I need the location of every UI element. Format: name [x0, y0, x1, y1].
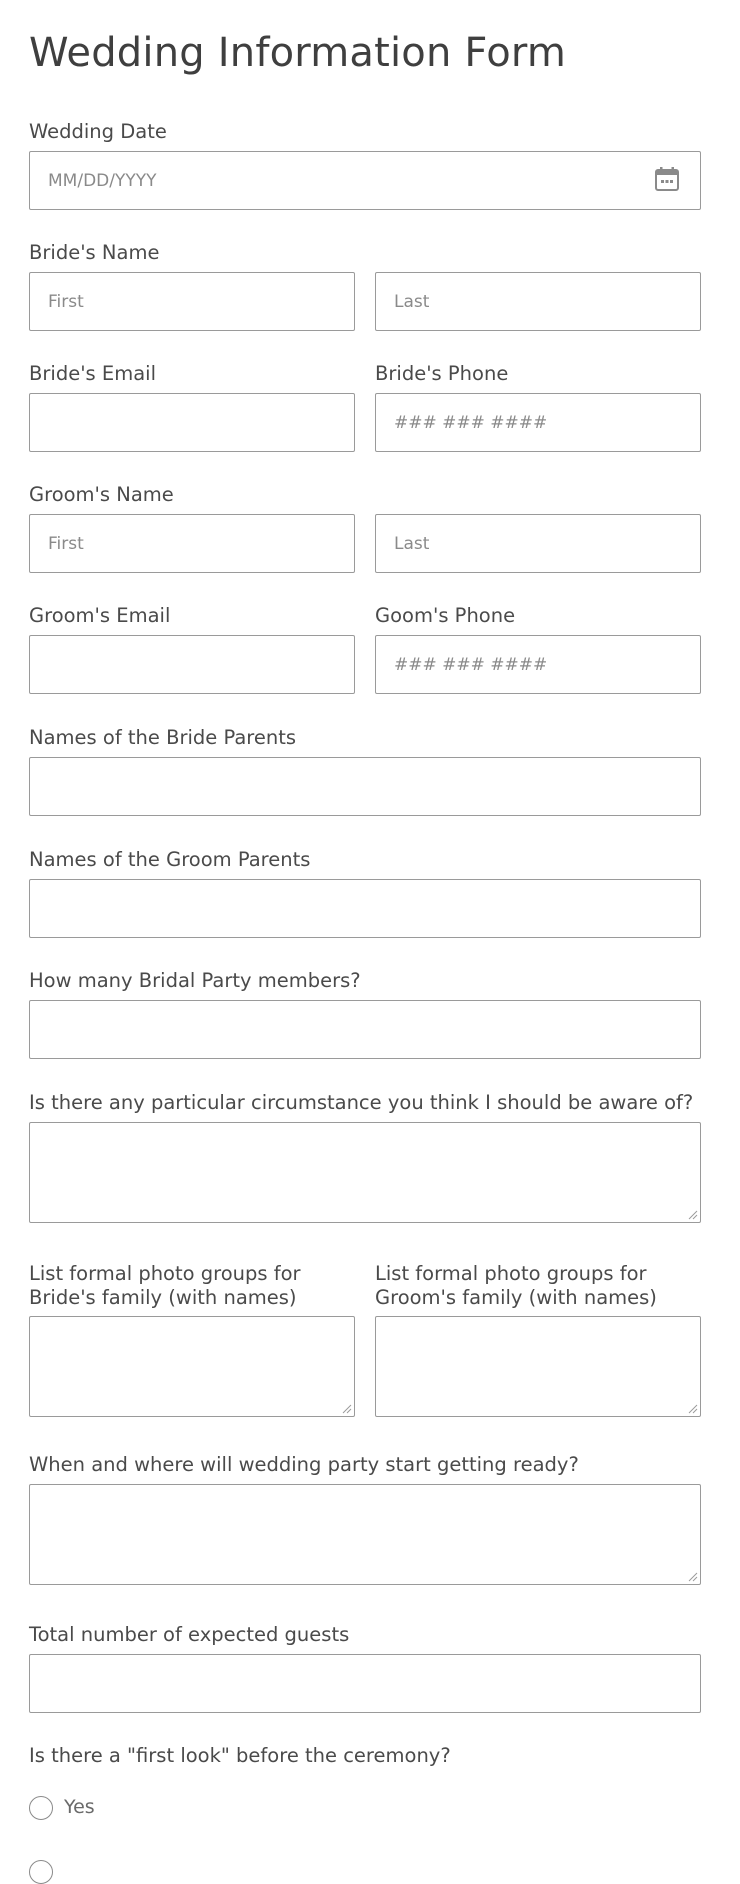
groom-first-name-input[interactable]	[29, 514, 355, 573]
groom-phone-placeholder: ### ### ####	[394, 654, 548, 675]
bride-photo-groups-textarea[interactable]	[29, 1316, 355, 1417]
getting-ready-textarea[interactable]	[29, 1484, 701, 1585]
groom-photo-groups-label: List formal photo groups for Groom's family (with names)	[375, 1262, 657, 1309]
getting-ready-label: When and where will wedding party start getting ready?	[29, 1453, 579, 1476]
first-look-next-radio[interactable]	[29, 1860, 53, 1884]
groom-email-input[interactable]	[29, 635, 355, 694]
groom-last-name-input[interactable]	[375, 514, 701, 573]
groom-parents-input[interactable]	[29, 879, 701, 938]
bride-email-label: Bride's Email	[29, 362, 157, 385]
first-look-yes-radio[interactable]	[29, 1796, 53, 1820]
resize-handle-icon[interactable]	[688, 1210, 698, 1220]
calendar-icon[interactable]	[654, 166, 680, 192]
circumstance-textarea[interactable]	[29, 1122, 701, 1223]
form-title: Wedding Information Form	[29, 30, 566, 76]
circumstance-label: Is there any particular circumstance you think I should be aware of?	[29, 1091, 694, 1114]
bride-parents-label: Names of the Bride Parents	[29, 726, 297, 749]
bride-email-input[interactable]	[29, 393, 355, 452]
groom-first-name-placeholder: First	[48, 533, 84, 554]
bride-last-name-input[interactable]	[375, 272, 701, 331]
resize-handle-icon[interactable]	[688, 1572, 698, 1582]
groom-phone-label: Goom's Phone	[375, 604, 516, 627]
bride-first-name-placeholder: First	[48, 291, 84, 312]
bride-phone-placeholder: ### ### ####	[394, 412, 548, 433]
bride-photo-groups-label: List formal photo groups for Bride's family (with names)	[29, 1262, 301, 1309]
wedding-date-placeholder: MM/DD/YYYY	[48, 170, 157, 191]
wedding-date-label: Wedding Date	[29, 120, 167, 143]
first-look-yes-label[interactable]: Yes	[64, 1796, 95, 1818]
bridal-party-label: How many Bridal Party members?	[29, 969, 361, 992]
bridal-party-input[interactable]	[29, 1000, 701, 1059]
groom-photo-groups-textarea[interactable]	[375, 1316, 701, 1417]
groom-phone-input[interactable]	[375, 635, 701, 694]
wedding-date-input[interactable]	[29, 151, 701, 210]
bride-name-label: Bride's Name	[29, 241, 160, 264]
resize-handle-icon[interactable]	[688, 1404, 698, 1414]
guests-input[interactable]	[29, 1654, 701, 1713]
groom-name-label: Groom's Name	[29, 483, 174, 506]
groom-last-name-placeholder: Last	[394, 533, 430, 554]
bride-phone-input[interactable]	[375, 393, 701, 452]
groom-email-label: Groom's Email	[29, 604, 171, 627]
resize-handle-icon[interactable]	[342, 1404, 352, 1414]
bride-phone-label: Bride's Phone	[375, 362, 509, 385]
first-look-label: Is there a "first look" before the ceremony?	[29, 1744, 451, 1767]
bride-last-name-placeholder: Last	[394, 291, 430, 312]
guests-label: Total number of expected guests	[29, 1623, 350, 1646]
bride-first-name-input[interactable]	[29, 272, 355, 331]
groom-parents-label: Names of the Groom Parents	[29, 848, 311, 871]
bride-parents-input[interactable]	[29, 757, 701, 816]
